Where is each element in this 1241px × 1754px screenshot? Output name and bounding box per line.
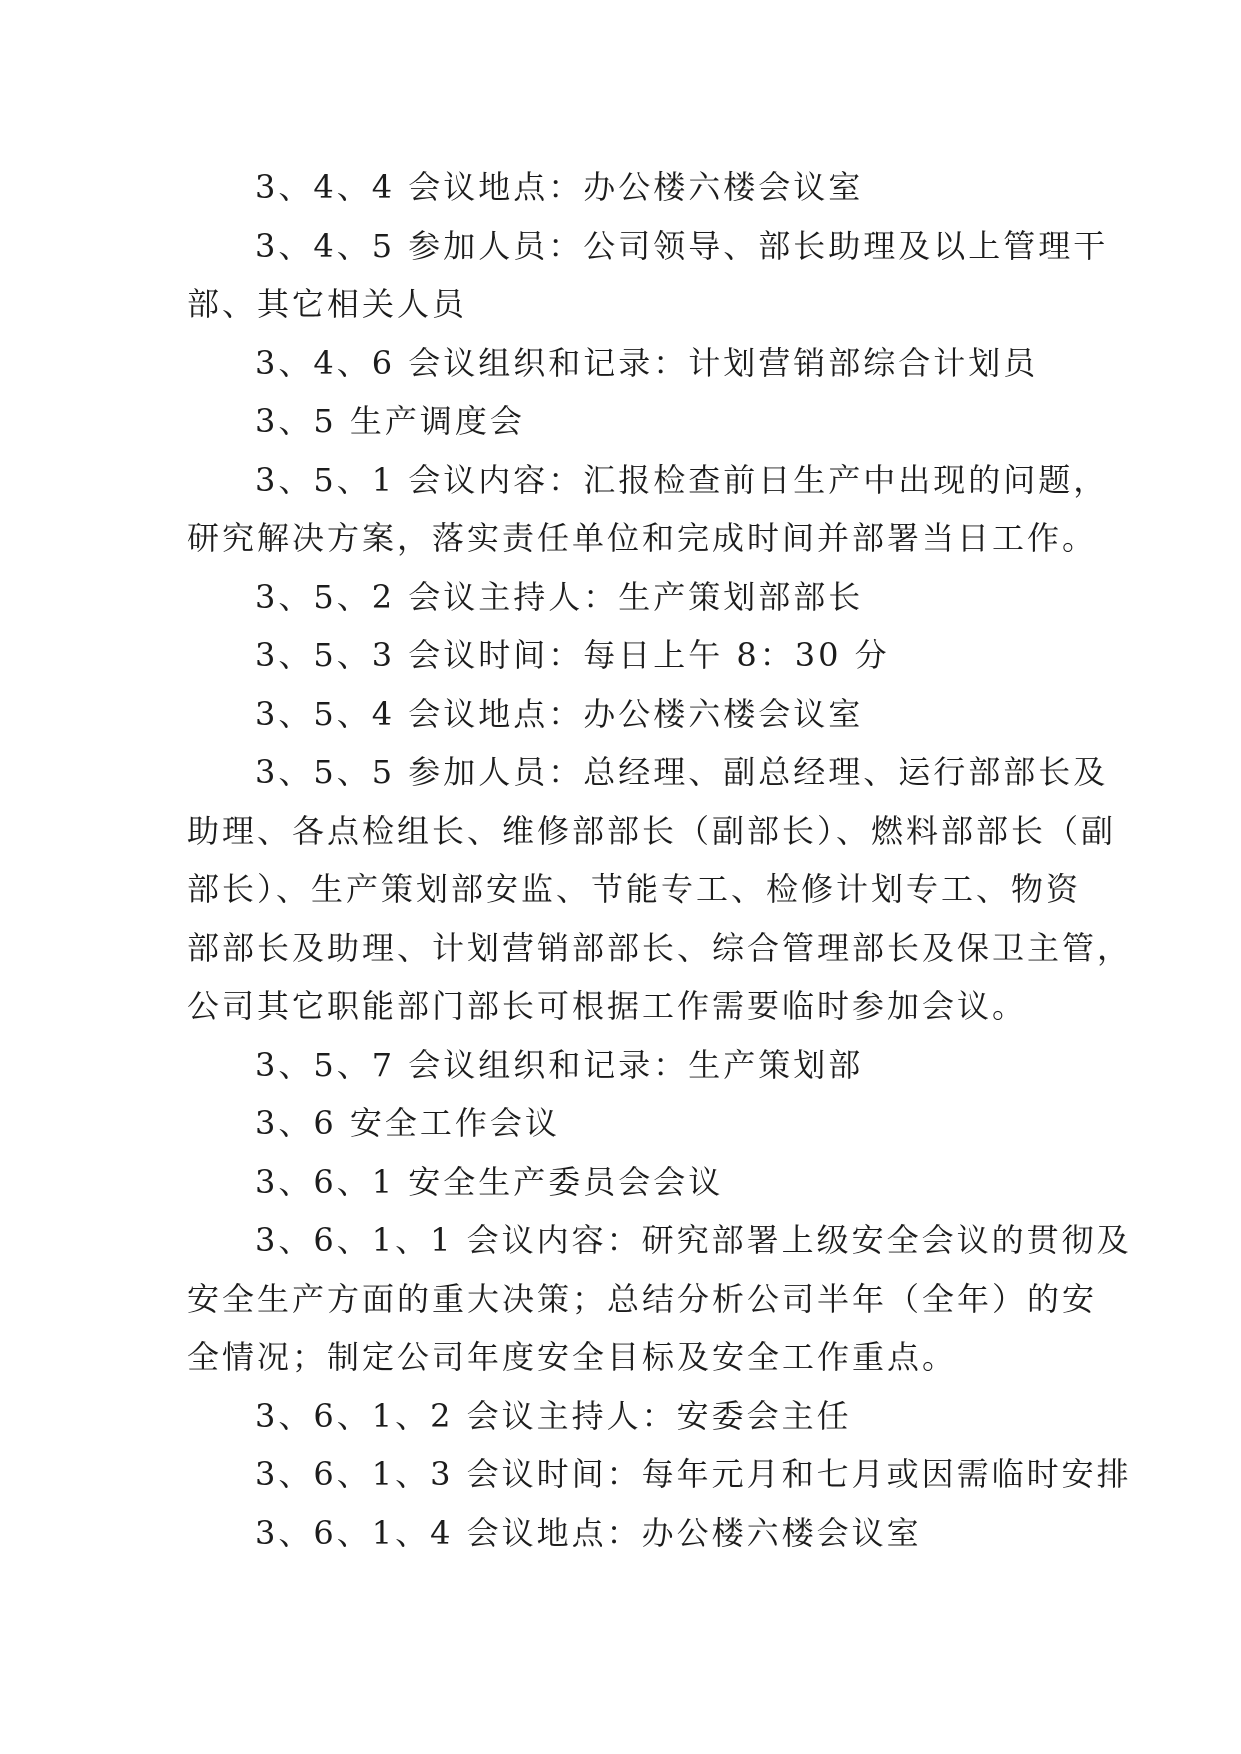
text-line: 助理、各点检组长、维修部部长（副部长）、燃料部部长（副 xyxy=(187,811,1117,850)
text-line: 研究解决方案，落实责任单位和完成时间并部署当日工作。 xyxy=(187,519,1098,557)
text-line: 3、4、6 会议组织和记录：计划营销部综合计划员 xyxy=(255,343,1039,382)
text-line: 3、6、1、4 会议地点：办公楼六楼会议室 xyxy=(255,1513,922,1552)
text-line: 3、5、3 会议时间：每日上午 8：30 分 xyxy=(255,636,890,674)
text-line: 部部长及助理、计划营销部部长、综合管理部长及保卫主管， xyxy=(187,928,1133,967)
text-line: 3、6、1、1 会议内容：研究部署上级安全会议的贯彻及 xyxy=(255,1221,1132,1259)
text-line: 3、4、5 参加人员：公司领导、部长助理及以上管理干 xyxy=(255,226,1109,265)
text-line: 安全生产方面的重大决策；总结分析公司半年（全年）的安 xyxy=(187,1279,1098,1318)
text-line: 部长）、生产策划部安监、节能专工、检修计划专工、物资 xyxy=(187,870,1082,908)
text-line: 3、6、1、3 会议时间：每年元月和七月或因需临时安排 xyxy=(255,1455,1132,1493)
text-line: 部、其它相关人员 xyxy=(187,285,468,323)
text-line: 3、5、7 会议组织和记录：生产策划部 xyxy=(255,1045,864,1084)
text-line: 3、5、1 会议内容：汇报检查前日生产中出现的问题， xyxy=(255,460,1109,499)
section-heading: 3、6 安全工作会议 xyxy=(255,1104,560,1142)
section-heading: 3、5 生产调度会 xyxy=(255,402,525,440)
text-line: 3、5、2 会议主持人：生产策划部部长 xyxy=(255,577,864,616)
text-line: 全情况；制定公司年度安全目标及安全工作重点。 xyxy=(187,1338,958,1376)
text-line: 3、5、5 参加人员：总经理、副总经理、运行部部长及 xyxy=(255,753,1109,791)
text-line: 公司其它职能部门部长可根据工作需要临时参加会议。 xyxy=(187,987,1028,1025)
section-heading: 3、6、1 安全生产委员会会议 xyxy=(255,1162,724,1201)
document-body xyxy=(187,158,1133,1562)
text-line: 3、4、4 会议地点：办公楼六楼会议室 xyxy=(255,168,864,206)
text-line: 3、5、4 会议地点：办公楼六楼会议室 xyxy=(255,694,864,733)
text-line: 3、6、1、2 会议主持人：安委会主任 xyxy=(255,1396,852,1435)
